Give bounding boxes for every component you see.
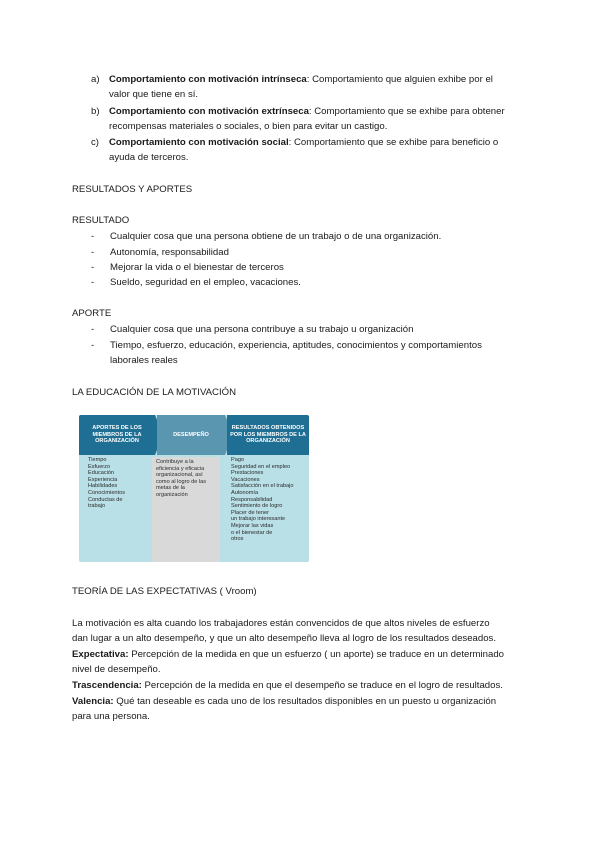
resultado-heading: RESULTADO (72, 215, 130, 226)
diagram-aporte-item: Conductas de (88, 496, 123, 503)
motivation-type-a-cont: valor que tiene en sí. (109, 89, 199, 100)
diagram-aporte-item: trabajo (88, 503, 106, 510)
diagram-resultado-item: Responsabilidad (231, 496, 273, 503)
trascendencia-definition (72, 680, 503, 692)
diagram-resultado-item: Sentimiento de logro (231, 503, 283, 510)
motivation-type-b-cont: recompensas materiales o sociales, o bien para evitar un castigo. (109, 121, 388, 132)
diagram-header-aportes: APORTES DE LOS MIEMBROS DE LA ORGANIZACIÓN (79, 415, 155, 455)
motivation-type-a-desc: : Comportamiento que alguien exhibe por el (306, 74, 493, 85)
resultado-item: Autonomía, responsabilidad (110, 247, 229, 258)
diagram-resultado-item: Seguridad en el empleo (231, 463, 291, 470)
expectancy-intro: La motivación es alta cuando los trabajadores están convencidos de que altos niveles de esfuerzo (72, 618, 490, 629)
diagram-aporte-item: Tiempo (88, 457, 107, 463)
section-heading-expectativas: TEORÍA DE LAS EXPECTATIVAS ( Vroom) (72, 586, 257, 597)
diagram-resultado-item: otros (231, 536, 244, 543)
diagram-header-desempeno: DESEMPEÑO (157, 415, 225, 455)
section-heading-resultados-aportes: RESULTADOS Y APORTES (72, 184, 193, 195)
diagram-resultado-item: Vacaciones (231, 476, 260, 483)
motivation-type-c-desc: : Comportamiento que se exhibe para beneficio o (288, 137, 499, 148)
list-marker-b: b) (91, 106, 100, 117)
trascendencia-text: Percepción de la medida en que el desempeño se traduce en el logro de resultados. (141, 680, 503, 691)
motivation-type-c-title: Comportamiento con motivación social (109, 137, 289, 148)
resultado-item: Cualquier cosa que una persona obtiene de un trabajo o de una organización. (110, 231, 442, 242)
diagram-aporte-item: Conocimientos (88, 489, 125, 496)
diagram-resultado-item: Prestaciones (231, 470, 264, 477)
motivation-type-b (109, 106, 505, 118)
motivation-type-a-title: Comportamiento con motivación intrínseca (109, 74, 307, 85)
valencia-label: Valencia: (72, 696, 114, 707)
diagram-resultado-item: Mejorar las vidas (231, 522, 274, 529)
motivation-type-a (109, 74, 493, 86)
diagram-aporte-item: Esfuerzo (88, 463, 111, 470)
diagram-desempeno-column (152, 457, 220, 562)
diagram-resultado-item: Placer de tener (231, 509, 269, 516)
diagram-aporte-item: Habilidades (88, 483, 118, 490)
diagram-resultado-item: o el bienestar de (231, 529, 273, 536)
trascendencia-label: Trascendencia: (72, 680, 142, 691)
aporte-item: Cualquier cosa que una persona contribuye a su trabajo u organización (110, 324, 414, 335)
motivation-type-c (109, 137, 498, 149)
bullet-dash: - (91, 324, 95, 335)
expectancy-intro-cont: dan lugar a un alto desempeño, y que un alto desempeño lleva al logro de los resultados deseados. (72, 633, 497, 644)
valencia-definition-cont: para una persona. (72, 711, 150, 722)
aporte-item: Tiempo, esfuerzo, educación, experiencia, aptitudes, conocimientos y comportamientos (110, 340, 482, 351)
expectativa-text: Percepción de la medida en que un esfuerzo ( un aporte) se traduce en un determinado (128, 649, 504, 660)
diagram-resultado-item: Autonomía (231, 489, 259, 496)
list-marker-a: a) (91, 74, 100, 85)
diagram-aportes-list (88, 457, 152, 510)
aporte-item-cont: laborales reales (110, 355, 178, 366)
bullet-dash: - (91, 277, 95, 288)
list-marker-c: c) (91, 137, 99, 148)
valencia-text: Qué tan deseable es cada uno de los resultados disponibles en un puesto u organización (113, 696, 497, 707)
expectativa-definition (72, 649, 504, 661)
aporte-heading: APORTE (72, 308, 112, 319)
motivation-type-b-title: Comportamiento con motivación extrínseca (109, 106, 309, 117)
motivation-equation-diagram (79, 415, 309, 562)
expectativa-definition-cont: nivel de desempeño. (72, 664, 161, 675)
diagram-resultado-item: un trabajo interesante (231, 516, 286, 523)
bullet-dash: - (91, 340, 95, 351)
section-heading-educacion: LA EDUCACIÓN DE LA MOTIVACIÓN (72, 387, 237, 398)
resultado-item: Sueldo, seguridad en el empleo, vacaciones. (110, 277, 301, 288)
diagram-header-resultados: RESULTADOS OBTENIDOS POR LOS MIEMBROS DE LA ORGANIZACIÓN (227, 415, 309, 455)
expectativa-label: Expectativa: (72, 649, 129, 660)
bullet-dash: - (91, 231, 95, 242)
valencia-definition (72, 696, 496, 708)
diagram-resultado-item: Satisfacción en el trabajo (231, 483, 294, 490)
diagram-aporte-item: Experiencia (88, 476, 118, 483)
motivation-type-b-desc: : Comportamiento que se exhibe para obtener (308, 106, 505, 117)
resultado-item: Mejorar la vida o el bienestar de terceros (110, 262, 284, 273)
bullet-dash: - (91, 262, 95, 273)
motivation-type-c-cont: ayuda de terceros. (109, 152, 189, 163)
diagram-aporte-item: Educación (88, 470, 115, 477)
diagram-desempeno-text: Contribuye a la eficiencia y eficacia organizacional, así como al logro de las metas de la organización (156, 459, 207, 498)
diagram-resultados-list (231, 457, 307, 543)
diagram-resultado-item: Pago (231, 457, 245, 463)
bullet-dash: - (91, 247, 95, 258)
